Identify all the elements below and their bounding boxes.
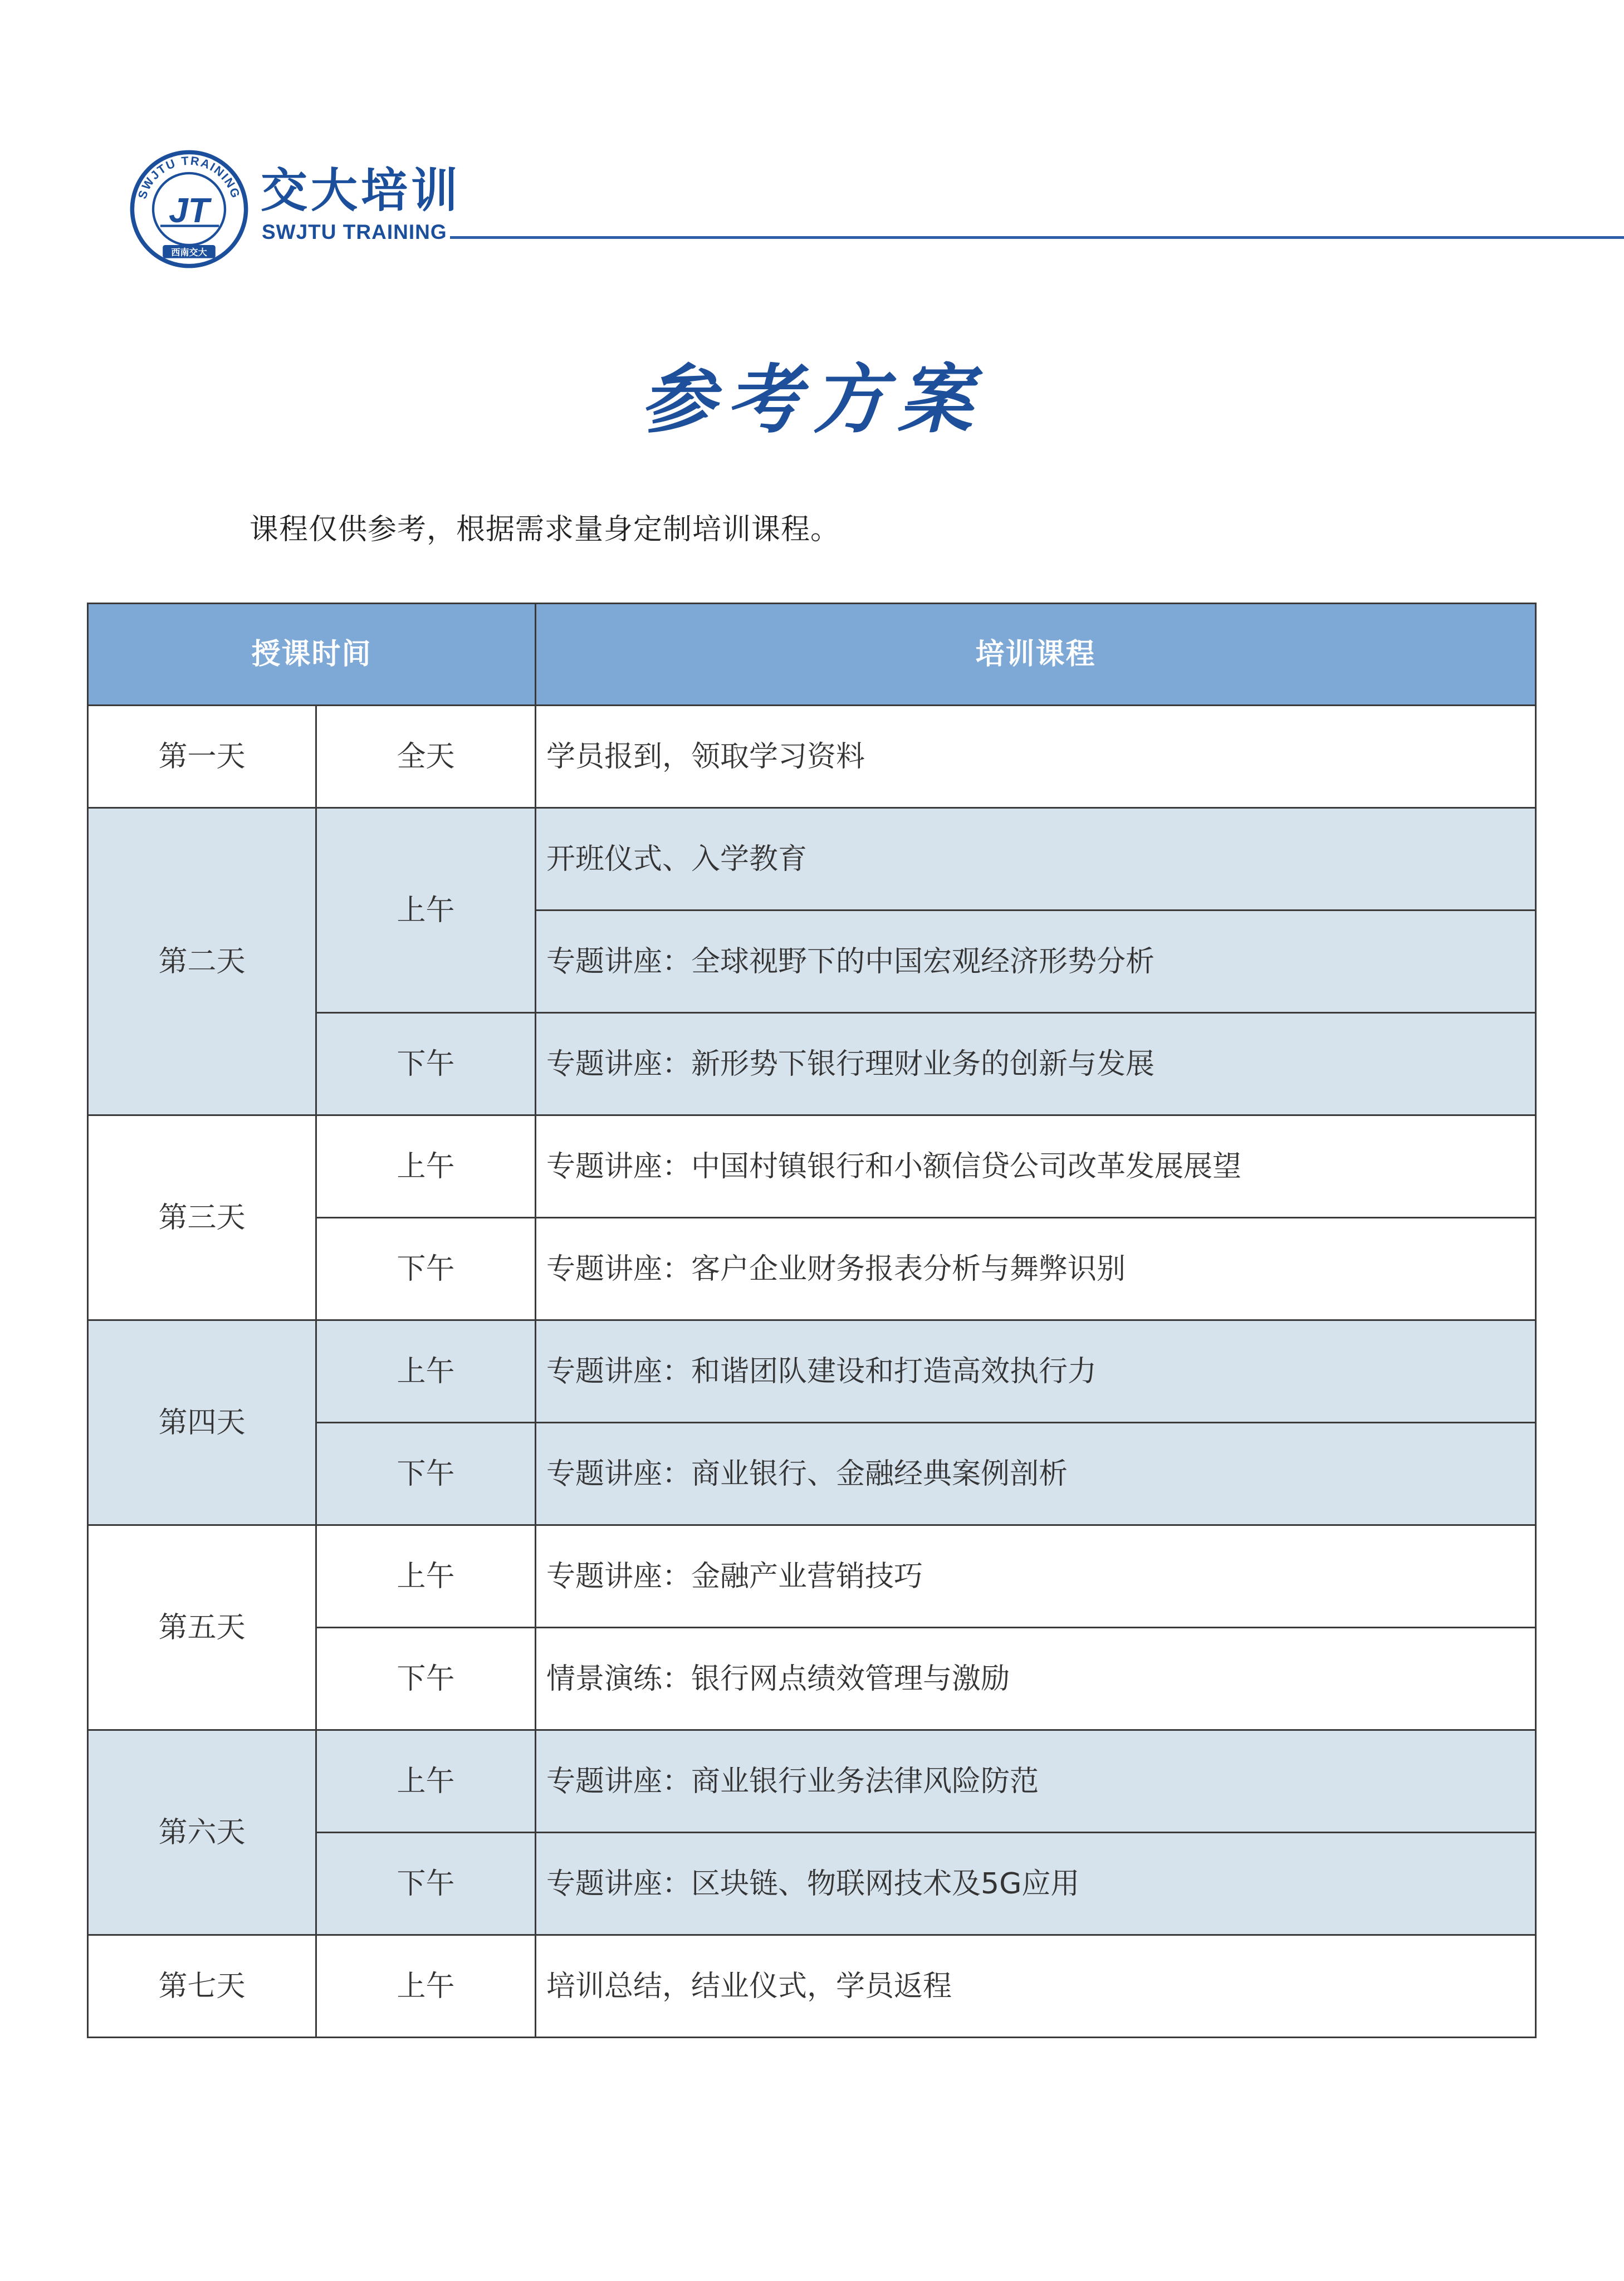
slot-cell: 下午 [316,1218,536,1320]
day-cell: 第六天 [88,1730,316,1935]
table-row [88,1115,1536,1218]
page-title: 参考方案 [640,355,984,443]
slot-cell: 上午 [316,808,536,1013]
slot-cell: 全天 [316,706,536,808]
table-row [88,706,1536,808]
course-cell: 学员报到，领取学习资料 [536,706,1536,808]
day-cell: 第七天 [88,1935,316,2038]
table-row [88,808,1536,911]
day-cell: 第一天 [88,706,316,808]
slot-cell: 下午 [316,1628,536,1730]
course-cell: 专题讲座：中国村镇银行和小额信贷公司改革发展展望 [536,1115,1536,1218]
course-cell: 专题讲座：和谐团队建设和打造高效执行力 [536,1320,1536,1423]
slot-cell: 上午 [316,1525,536,1628]
slot-cell: 上午 [316,1730,536,1833]
slot-cell: 下午 [316,1423,536,1525]
swjtu-logo [129,149,249,269]
course-cell: 开班仪式、入学教育 [536,808,1536,911]
course-cell: 专题讲座：金融产业营销技巧 [536,1525,1536,1628]
header-divider [450,236,1624,239]
course-cell: 专题讲座：区块链、物联网技术及5G应用 [536,1833,1536,1935]
table-row [88,1730,1536,1833]
brand-name-cn: 交大培训 [261,163,462,218]
course-cell: 专题讲座：商业银行、金融经典案例剖析 [536,1423,1536,1525]
slot-cell: 下午 [316,1833,536,1935]
course-cell: 专题讲座：客户企业财务报表分析与舞弊识别 [536,1218,1536,1320]
day-cell: 第四天 [88,1320,316,1525]
day-cell: 第三天 [88,1115,316,1320]
brand-name-en: SWJTU TRAINING [262,221,447,243]
slot-cell: 上午 [316,1935,536,2038]
table-row [88,1525,1536,1628]
intro-text: 课程仅供参考，根据需求量身定制培训课程。 [250,513,840,546]
logo-ring-text: SWJTU TRAINING [135,154,243,201]
header-course: 培训课程 [536,604,1536,706]
course-cell: 专题讲座：商业银行业务法律风险防范 [536,1730,1536,1833]
course-cell: 培训总结，结业仪式，学员返程 [536,1935,1536,2038]
header-time: 授课时间 [88,604,536,706]
logo-monogram: JT [169,192,209,231]
schedule-table [87,603,1537,2038]
course-cell: 专题讲座：全球视野下的中国宏观经济形势分析 [536,911,1536,1013]
course-cell: 专题讲座：新形势下银行理财业务的创新与发展 [536,1013,1536,1115]
day-cell: 第二天 [88,808,316,1115]
logo-bottom-text: 西南交大 [171,247,207,258]
slot-cell: 下午 [316,1013,536,1115]
table-row [88,1320,1536,1423]
slot-cell: 上午 [316,1115,536,1218]
table-header-row [88,604,1536,706]
course-cell: 情景演练：银行网点绩效管理与激励 [536,1628,1536,1730]
day-cell: 第五天 [88,1525,316,1730]
table-row [88,1935,1536,2038]
slot-cell: 上午 [316,1320,536,1423]
